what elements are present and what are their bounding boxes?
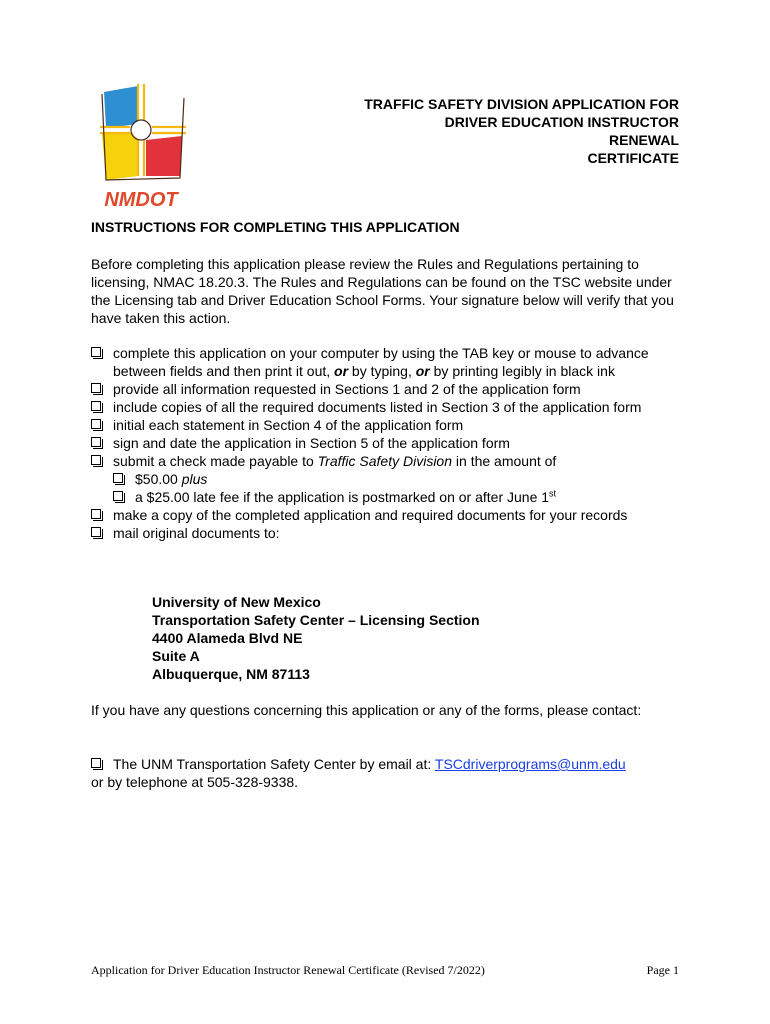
checkbox-icon [91, 758, 101, 768]
logo-red-block [146, 136, 182, 176]
checklist-item: make a copy of the completed application and required documents for your records [91, 506, 691, 524]
mailing-address [152, 593, 480, 683]
checkbox-icon [91, 401, 101, 411]
checklist-item: include copies of all the required documents listed in Section 3 of the application form [91, 398, 691, 416]
footer-page-number: Page 1 [646, 963, 679, 977]
checklist-item: submit a check made payable to Traffic Safety Division in the amount of [91, 452, 691, 470]
address-line-5: Albuquerque, NM 87113 [152, 666, 310, 682]
checkbox-icon [113, 491, 123, 501]
checkbox-icon [91, 437, 101, 447]
instruction-checklist [91, 344, 691, 542]
checklist-subitem: $50.00 plus [91, 470, 691, 488]
instructions-intro: Before completing this application please review the Rules and Regulations pertaining to licensing, NMAC 18.20.3. The Rules and Regulations can be found on the TSC website under the Licensing tab and Driver Education School Forms. Your signature below will verify that you have taken this action. [91, 256, 674, 326]
footer-document-title: Application for Driver Education Instructor Renewal Certificate (Revised 7/2022) [91, 963, 485, 977]
logo-text: NMDOT [104, 189, 178, 211]
nmdot-logo [86, 80, 198, 216]
checkbox-icon [91, 419, 101, 429]
title-line-1: TRAFFIC SAFETY DIVISION APPLICATION FOR [364, 96, 679, 112]
checkbox-icon [91, 509, 101, 519]
logo-yellow-block [102, 132, 138, 180]
contact-email-line: The UNM Transportation Safety Center by email at: TSCdriverprograms@unm.edu [91, 755, 626, 773]
checkbox-icon [113, 473, 123, 483]
contact-phone-line: or by telephone at 505-328-9338. [91, 774, 299, 790]
address-line-4: Suite A [152, 648, 200, 664]
title-line-4: CERTIFICATE [587, 150, 679, 166]
checklist-item: provide all information requested in Sections 1 and 2 of the application form [91, 380, 691, 398]
checkbox-icon [91, 347, 101, 357]
address-line-3: 4400 Alameda Blvd NE [152, 630, 303, 646]
document-title [364, 95, 679, 167]
email-link[interactable]: TSCdriverprograms@unm.edu [434, 756, 626, 772]
checklist-item: mail original documents to: [91, 524, 691, 542]
checklist-item: initial each statement in Section 4 of the application form [91, 416, 691, 434]
checklist-item: complete this application on your computer by using the TAB key or mouse to advance between fields and then print it out, or by typing, or by printing legibly in black ink [91, 344, 691, 380]
logo-blue-block [104, 86, 138, 128]
checklist-subitem: a $25.00 late fee if the application is postmarked on or after June 1st [91, 488, 691, 506]
address-line-2: Transportation Safety Center – Licensing Section [152, 612, 480, 628]
title-line-2: DRIVER EDUCATION INSTRUCTOR [444, 114, 679, 130]
checkbox-icon [91, 383, 101, 393]
zia-sun-icon [132, 121, 150, 139]
checklist-item: sign and date the application in Section 5 of the application form [91, 434, 691, 452]
instructions-heading: INSTRUCTIONS FOR COMPLETING THIS APPLICATION [91, 219, 460, 235]
checkbox-icon [91, 455, 101, 465]
contact-paragraph: If you have any questions concerning this application or any of the forms, please contact: [91, 702, 642, 718]
address-line-1: University of New Mexico [152, 594, 321, 610]
checkbox-icon [91, 527, 101, 537]
title-line-3: RENEWAL [609, 132, 679, 148]
